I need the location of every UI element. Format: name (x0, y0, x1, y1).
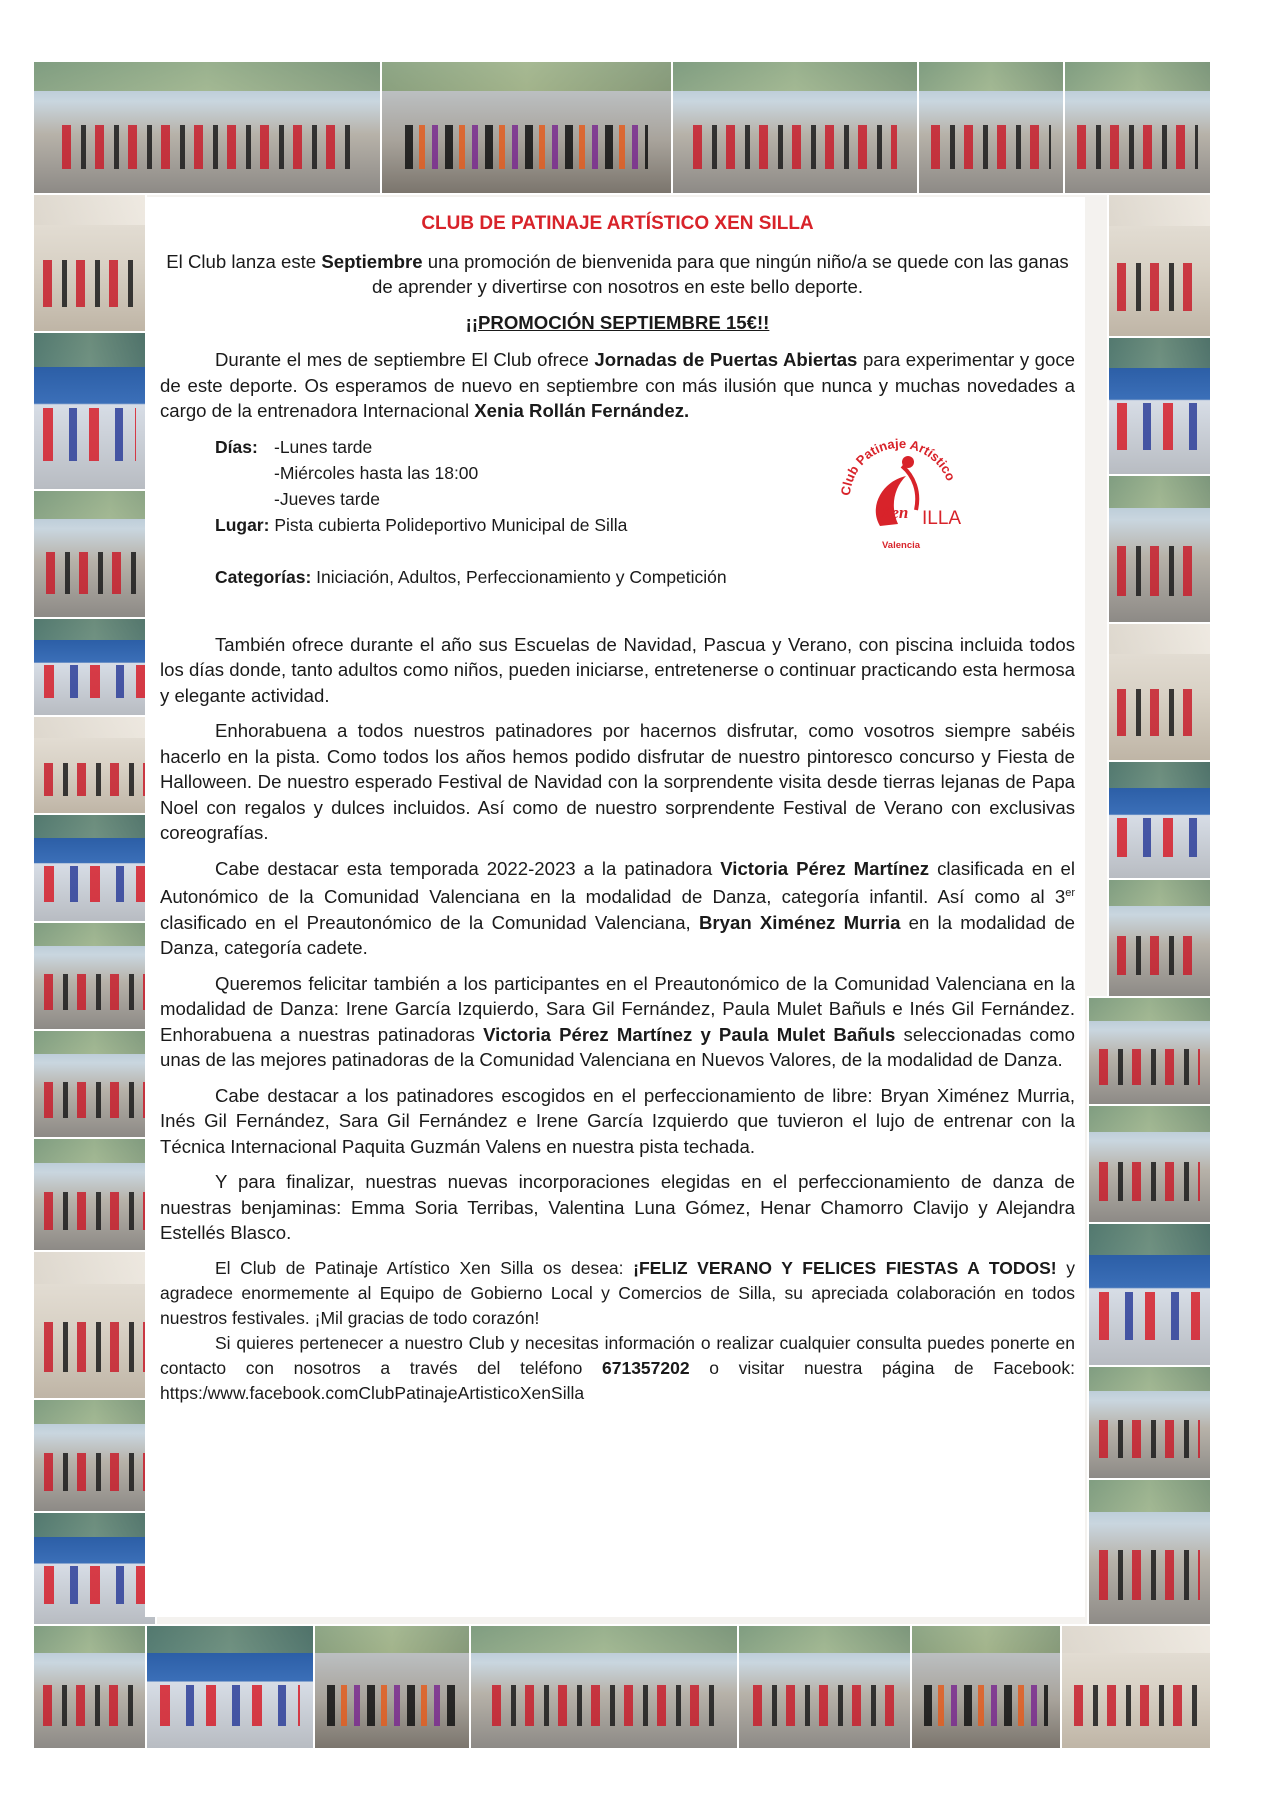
logo-arc-text: Club Patinaje Artístico (837, 435, 959, 496)
photo-competition-stage (32, 813, 157, 923)
place-row: Lugar: Pista cubierta Polideportivo Municipal de Silla (215, 514, 628, 535)
club-title: CLUB DE PATINAJE ARTÍSTICO XEN SILLA (421, 213, 814, 234)
logo-xen-text: Xen (880, 502, 909, 522)
photo-skater-and-coach (32, 193, 147, 333)
photo-indoor-show (32, 1511, 157, 1626)
photo-rink-wide (917, 60, 1065, 195)
photo-skaters-poster (32, 617, 157, 717)
open-days-paragraph: Durante el mes de septiembre El Club ofrece Jornadas de Puertas Abiertas para experimentar y goce de este deporte. Os esperamos de nuevo en septiembre con más ilusión que nunca y muchas novedades a cargo de la entrenadora Internacional Xenia Rollán Fernández. (160, 349, 1075, 421)
photo-skaters-bench (1107, 336, 1212, 476)
photo-podium-skater (32, 331, 147, 491)
photo-rink-performance (32, 1398, 157, 1513)
wishes-paragraph: El Club de Patinaje Artístico Xen Silla os desea: ¡FELIZ VERANO Y FELICES FIESTAS A TODOS! y agradece enormemente al Equipo de Gobierno Local y Comercios de Silla, su apreciada colaboración en todos nuestros festivales. ¡Mil gracias de todo corazón! (160, 1257, 1075, 1328)
photo-colorful-dresses (32, 715, 157, 815)
photo-red-dancers (32, 1137, 157, 1252)
photo-rink-routine (1087, 1365, 1212, 1480)
photo-balloons-party (313, 1624, 471, 1750)
photo-rink-group (1087, 1478, 1212, 1628)
highlights-paragraph: Cabe destacar esta temporada 2022-2023 a la patinadora Victoria Pérez Martínez clasificada en el Autonómico de la Comunidad Valenciana en la modalidad de Danza, categoría infantil. Así como al 3er clasificado en el Preautonómico de la Comunidad Valenciana, Bryan Ximénez Murria en la modalidad de Danza, categoría cadete. (160, 857, 1075, 959)
days-row (215, 434, 258, 461)
photo-outdoor-training (737, 1624, 912, 1750)
phone-number: 671357202 (602, 1357, 690, 1378)
photo-outdoor-rink-1 (32, 921, 157, 1031)
day-item: -Lunes tarde (274, 436, 373, 457)
logo-illa-text: ILLA (922, 507, 962, 529)
photo-group-red-costumes (910, 1624, 1062, 1750)
photo-skater-blue-suit (32, 1250, 157, 1400)
congrats-paragraph: Enhorabuena a todos nuestros patinadores por hacernos disfrutar, como vosotros siempre sabéis hacerlo en la pista. Como todos los años hemos podido disfrutar de nuestro pintoresco concurso y Fiesta de Halloween. De nuestro esperado Festival de Navidad con la sorprendente visita desde tierras lejanas de Papa Noel con regalos y dulces incluidos. Así como de nuestro sorprendente Festival de Verano con exclusivas coreografías. (160, 720, 1075, 843)
new-members-paragraph: Y para finalizar, nuestras nuevas incorporaciones elegidas en el perfeccionamiento de danza de nuestras benjaminas: Emma Soria Terribas, Valentina Luna Gómez, Henar Chamorro Clavijo y Alejandra Estellés Blasco. (160, 1171, 1075, 1244)
photo-red-and-blue-costumes (145, 1624, 315, 1750)
intro-paragraph: El Club lanza este Septiembre una promoción de bienvenida para que ningún niño/a se quede con las ganas de aprender y divertirse con nosotros en este bello deporte. (166, 250, 1069, 297)
club-logo (828, 426, 968, 556)
photo-rink-line (1087, 996, 1212, 1106)
photo-skaters-line (671, 60, 919, 195)
photo-team-red (1063, 60, 1212, 195)
photo-outdoor-dancers (32, 1624, 147, 1750)
categories-row: Categorías: Iniciación, Adultos, Perfeccionamiento y Competición (215, 566, 727, 587)
photo-red-team-pose (1107, 474, 1212, 624)
photo-skate-closeup (1107, 622, 1212, 762)
photo-kids-costumes (1060, 1624, 1212, 1750)
photo-outdoor-rink-2 (32, 1029, 157, 1139)
promo-heading: ¡¡PROMOCIÓN SEPTIEMBRE 15€!! (465, 311, 770, 333)
article-panel (145, 197, 1085, 1617)
photo-trophy-skaters (1107, 760, 1212, 880)
days-label: Días: (215, 436, 258, 457)
photo-red-skaters-rink (1107, 878, 1212, 998)
participants-paragraph: Queremos felicitar también a los participantes en el Preautonómico de la Comunidad Valenciana en la modalidad de Danza: Irene García Izquierdo, Sara Gil Fernández, Paula Mulet Bañuls e Inés Gil Fernández. Enhorabuena a nuestras patinadoras Victoria Pérez Martínez y Paula Mulet Bañuls seleccionadas como unas de las mejores patinadoras de la Comunidad Valenciana en Nuevos Valores, de la modalidad de Danza. (160, 972, 1075, 1071)
contact-paragraph: Si quieres pertenecer a nuestro Club y necesitas información o realizar cualquier consulta puedes ponerte en contacto con nosotros a través del teléfono 671357202 o visitar nuestra página de Facebook: https:/www.facebook.comClubPatinajeArtisticoXenSilla (160, 1332, 1075, 1403)
facebook-text: o visitar nuestra página de Facebook: https:/www.facebook.comClubPatinajeArtisticoXenSilla (160, 1357, 1075, 1403)
photo-halloween-group (380, 60, 673, 195)
photo-tracksuits (1087, 1222, 1212, 1367)
photo-skating-group-outdoor (32, 60, 382, 195)
skater-head-icon (902, 456, 914, 468)
free-skating-paragraph: Cabe destacar a los patinadores escogidos en el perfeccionamiento de libre: Bryan Ximénez Murria, Inés Gil Fernández, Sara Gil Fernández e Irene García Izquierdo que tuvieron el lujo de entrenar con la Técnica Internacional Paquita Guzmán Valens en nuestra pista techada. (160, 1084, 1075, 1157)
photo-rink-crowd (469, 1624, 739, 1750)
photo-coach-and-skater (1107, 193, 1212, 338)
day-item: -Jueves tarde (274, 488, 381, 509)
schedule-block (160, 434, 1075, 616)
day-item: -Miércoles hasta las 18:00 (274, 462, 479, 483)
logo-city-text: Valencia (882, 539, 921, 551)
photo-group-cheering (1087, 1104, 1212, 1224)
schools-paragraph: También ofrece durante el año sus Escuelas de Navidad, Pascua y Verano, con piscina incluida todos los días donde, tanto adultos como niños, pueden iniciarse, entretenerse o continuar practicando esta hermosa y elegante actividad. (160, 633, 1075, 706)
